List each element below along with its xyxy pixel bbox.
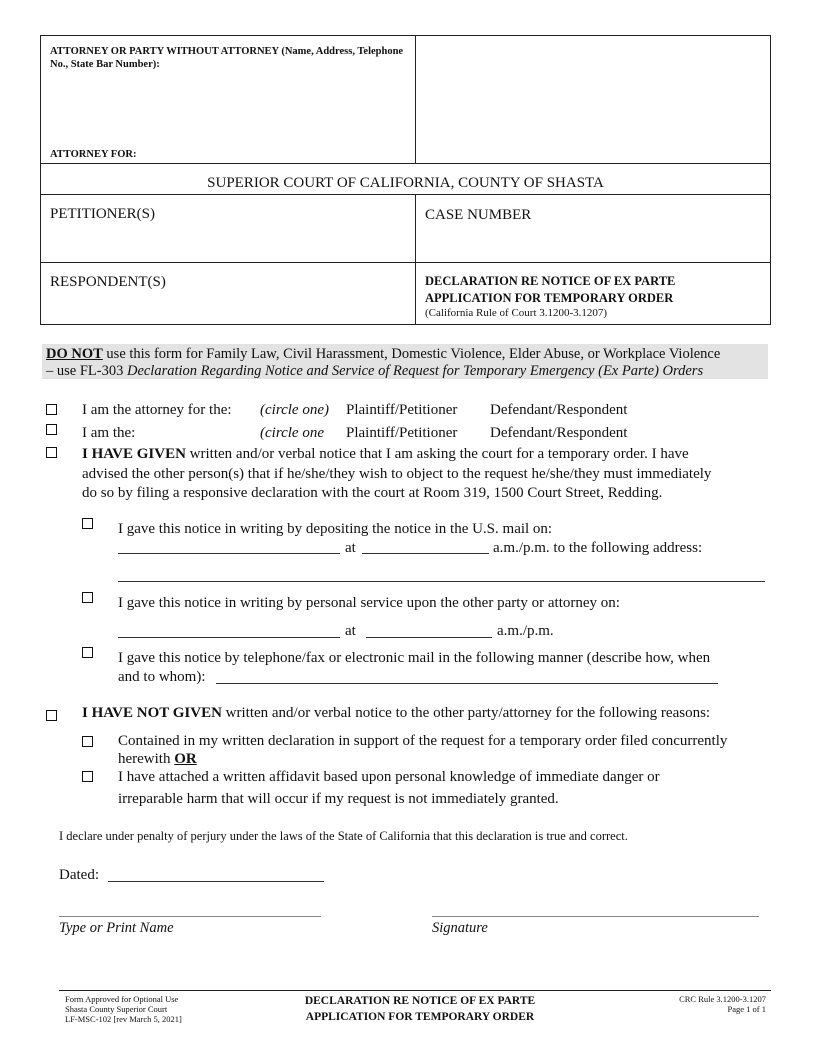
- court-title: SUPERIOR COURT OF CALIFORNIA, COUNTY OF SHASTA: [207, 175, 604, 191]
- doc-title-line2: APPLICATION FOR TEMPORARY ORDER: [425, 291, 674, 305]
- attorney-for-checkbox[interactable]: [46, 404, 57, 415]
- mail-text: I gave this notice in writing by depositing the notice in the U.S. mail on:: [118, 521, 553, 537]
- mail-time-field[interactable]: [362, 553, 489, 554]
- caption-bottom-divider: [415, 194, 416, 325]
- not-given-heading-rest: written and/or verbal notice to the other party/attorney for the following reasons:: [221, 705, 711, 721]
- caption-top-divider: [415, 35, 416, 163]
- row1-defendant[interactable]: Defendant/Respondent: [490, 402, 628, 418]
- notice-line2: [46, 362, 703, 380]
- caption-court-top-line: [40, 163, 771, 164]
- row2-circle: (circle one: [260, 425, 324, 441]
- party-checkbox[interactable]: [46, 424, 57, 435]
- row2-label: I am the:: [82, 425, 136, 441]
- personal-ampm: a.m./p.m.: [497, 623, 554, 639]
- given-checkbox[interactable]: [46, 447, 57, 458]
- reason2-checkbox[interactable]: [82, 771, 93, 782]
- footer-center1: DECLARATION RE NOTICE OF EX PARTE: [304, 995, 536, 1007]
- mail-checkbox[interactable]: [82, 518, 93, 529]
- reason1-or: OR: [174, 751, 197, 767]
- reason1-herewith: herewith: [118, 751, 175, 767]
- caption-court-bottom-line: [40, 194, 771, 195]
- notice-text2-prefix: – use FL-303: [46, 363, 127, 379]
- doc-rule: (California Rule of Court 3.1200-3.1207): [425, 307, 608, 319]
- not-given-heading: I HAVE NOT GIVEN: [82, 705, 222, 721]
- case-number-label: CASE NUMBER: [425, 207, 532, 223]
- notice-line1: [46, 345, 720, 363]
- row2-defendant[interactable]: Defendant/Respondent: [490, 425, 628, 441]
- footer-center2: APPLICATION FOR TEMPORARY ORDER: [305, 1011, 535, 1023]
- notice-text2-italic: Declaration Regarding Notice and Service of Request for Temporary Emergency (Ex Parte) Orders: [126, 363, 704, 379]
- dated-label: Dated:: [59, 867, 99, 883]
- attorney-label: ATTORNEY OR PARTY WITHOUT ATTORNEY (Name, Address, Telephone No., State Bar Number):: [50, 46, 404, 70]
- footer-right2: Page 1 of 1: [727, 1004, 766, 1014]
- phone-checkbox[interactable]: [82, 647, 93, 658]
- name-field[interactable]: [59, 916, 321, 917]
- row1-plaintiff[interactable]: Plaintiff/Petitioner: [346, 402, 458, 418]
- row1-circle: (circle one): [260, 402, 329, 418]
- reason2-line2: irreparable harm that will occur if my request is not immediately granted.: [118, 791, 559, 807]
- footer-left2: Shasta County Superior Court: [65, 1004, 168, 1014]
- footer-left3: LF-MSC-102 [rev March 5, 2021]: [65, 1014, 182, 1024]
- reason1-line1: Contained in my written declaration in support of the request for a temporary order filed concurrently: [118, 733, 728, 749]
- attorney-for-label: ATTORNEY FOR:: [50, 149, 137, 160]
- personal-at: at: [345, 623, 356, 639]
- given-line1: [82, 445, 689, 463]
- personal-text: I gave this notice in writing by personal service upon the other party or attorney on:: [118, 595, 620, 611]
- mail-date-field[interactable]: [118, 553, 340, 554]
- declaration-text: I declare under penalty of perjury under the laws of the State of California that this declaration is true and correct.: [59, 829, 628, 843]
- reason1-line2: [118, 750, 197, 768]
- row2-plaintiff[interactable]: Plaintiff/Petitioner: [346, 425, 458, 441]
- mail-at: at: [345, 540, 356, 556]
- not-given-line: [82, 704, 710, 722]
- given-line1-rest: written and/or verbal notice that I am asking the court for a temporary order. I have: [185, 446, 689, 462]
- do-not-text: DO NOT: [46, 346, 103, 362]
- personal-date-field[interactable]: [118, 637, 340, 638]
- given-heading: I HAVE GIVEN: [82, 446, 186, 462]
- signature-label: Signature: [432, 920, 488, 936]
- phone-text1: I gave this notice by telephone/fax or electronic mail in the following manner (describe how, when: [118, 650, 711, 666]
- personal-time-field[interactable]: [366, 637, 492, 638]
- personal-checkbox[interactable]: [82, 592, 93, 603]
- caption-respondent-line: [40, 262, 771, 263]
- row1-label: I am the attorney for the:: [82, 402, 232, 418]
- notice-text1: use this form for Family Law, Civil Harassment, Domestic Violence, Elder Abuse, or Workplace Violence: [102, 346, 721, 362]
- doc-title-line1: DECLARATION RE NOTICE OF EX PARTE: [425, 274, 676, 288]
- signature-field[interactable]: [432, 916, 759, 917]
- not-given-checkbox[interactable]: [46, 710, 57, 721]
- reason2-line1: I have attached a written affidavit based upon personal knowledge of immediate danger or: [118, 769, 660, 785]
- footer-rule: [59, 990, 771, 991]
- footer-right1: CRC Rule 3.1200-3.1207: [679, 994, 766, 1004]
- respondent-label: RESPONDENT(S): [50, 274, 166, 290]
- given-line3: do so by filing a responsive declaration with the court at Room 319, 1500 Court Street, Redding.: [82, 485, 663, 501]
- footer-left1: Form Approved for Optional Use: [65, 994, 179, 1004]
- dated-field[interactable]: [108, 881, 324, 882]
- phone-text2: and to whom):: [118, 669, 206, 685]
- reason1-checkbox[interactable]: [82, 736, 93, 747]
- given-line2: advised the other person(s) that if he/she/they wish to object to the request he/she/they must immediately: [82, 466, 712, 482]
- name-label: Type or Print Name: [59, 920, 174, 936]
- mail-address-field[interactable]: [118, 581, 765, 582]
- phone-manner-field[interactable]: [216, 683, 718, 684]
- mail-ampm-address: a.m./p.m. to the following address:: [493, 540, 703, 556]
- petitioner-label: PETITIONER(S): [50, 206, 155, 222]
